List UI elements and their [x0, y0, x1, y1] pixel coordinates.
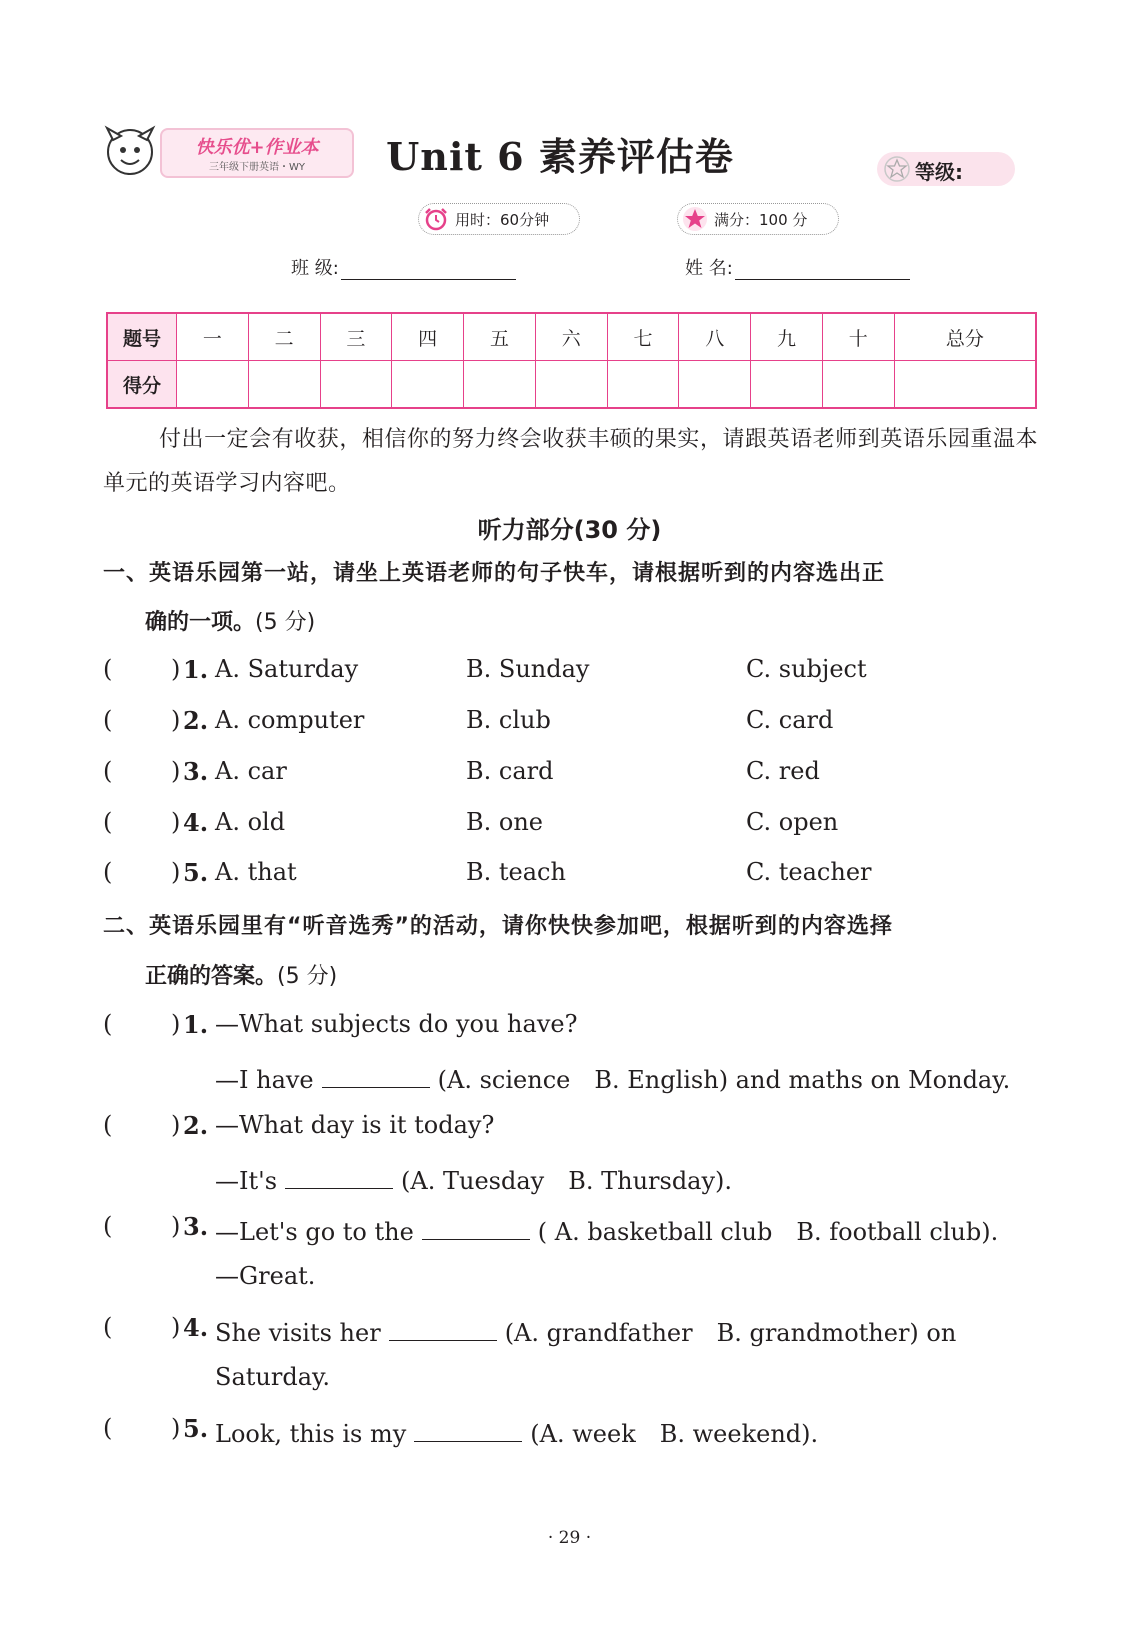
- option-a: A. Saturday: [215, 655, 359, 683]
- option-c: C. teacher: [746, 858, 872, 886]
- part2-points: (5 分): [277, 964, 338, 989]
- part1-item-5: [103, 858, 1038, 892]
- item-number: 3.: [183, 1212, 209, 1241]
- answer-options: (A. Tuesday B. Thursday).: [401, 1167, 733, 1195]
- col-6: 六: [535, 313, 607, 361]
- paren-left: (: [103, 655, 113, 683]
- item-number: 5.: [183, 1414, 209, 1443]
- paren-left: (: [103, 1010, 113, 1038]
- class-field[interactable]: [291, 254, 516, 280]
- score-cell[interactable]: [894, 361, 1036, 409]
- brand-sub-text: 三年级下册英语・WY: [209, 162, 305, 173]
- item-number: 1.: [183, 655, 209, 684]
- col-3: 三: [320, 313, 392, 361]
- part2-item-2-answer-line: [215, 1161, 732, 1196]
- paren-right: ): [171, 757, 181, 785]
- option-a: A. old: [215, 808, 286, 836]
- part2-heading2-text: 正确的答案。: [145, 964, 278, 989]
- question-number-row: [107, 313, 1036, 361]
- col-total: 总分: [894, 313, 1036, 361]
- answer-options: ( A. basketball club B. football club).: [537, 1218, 999, 1246]
- paren-left: (: [103, 1414, 113, 1442]
- item-number: 4.: [183, 1313, 209, 1342]
- grade-label: 等级:: [915, 160, 963, 184]
- part1-item-4: [103, 808, 1038, 842]
- score-cell[interactable]: [392, 361, 464, 409]
- paren-right: ): [171, 655, 181, 683]
- score-cell[interactable]: [320, 361, 392, 409]
- question-line: [215, 1313, 956, 1348]
- brand-main-text: 快乐优+作业本: [195, 137, 319, 158]
- part2-item-4-continuation: Saturday.: [215, 1363, 330, 1391]
- answer-options: (A. week B. weekend).: [530, 1420, 819, 1448]
- question-line: [215, 1414, 818, 1449]
- option-c: C. open: [746, 808, 839, 836]
- answer-blank[interactable]: [389, 1316, 497, 1341]
- part2-heading: 二、英语乐园里有“听音选秀”的活动，请你快快参加吧，根据听到的内容选择: [103, 914, 893, 939]
- score-cell[interactable]: [535, 361, 607, 409]
- part2-item-3-response: —Great.: [215, 1262, 316, 1290]
- paren-right: ): [171, 1111, 181, 1139]
- paren-right: ): [171, 1212, 181, 1240]
- question-prefix: She visits her: [215, 1319, 381, 1347]
- part2-item-5: [103, 1414, 1038, 1448]
- answer-blank[interactable]: [414, 1417, 522, 1442]
- option-b: B. teach: [466, 858, 566, 886]
- col-10: 十: [822, 313, 894, 361]
- paren-right: ): [171, 1414, 181, 1442]
- class-label: 班 级:: [291, 258, 339, 279]
- option-c: C. subject: [746, 655, 867, 683]
- part2-item-1: [103, 1010, 1038, 1044]
- col-2: 二: [248, 313, 320, 361]
- answer-options: (A. grandfather B. grandmother) on: [504, 1319, 957, 1347]
- part1-points: (5 分): [255, 610, 316, 635]
- option-c: C. card: [746, 706, 834, 734]
- answer-blank[interactable]: [422, 1215, 530, 1240]
- part2-item-3: [103, 1212, 1038, 1246]
- part1-item-2: [103, 706, 1038, 740]
- option-b: B. Sunday: [466, 655, 590, 683]
- item-number: 2.: [183, 1111, 209, 1140]
- part1-item-1: [103, 655, 1038, 689]
- part2-item-2: [103, 1111, 1038, 1145]
- score-cell[interactable]: [751, 361, 823, 409]
- part1-heading2-text: 确的一项。: [145, 610, 256, 635]
- name-field[interactable]: [685, 254, 910, 280]
- answer-prefix: —It's: [215, 1167, 278, 1195]
- col-8: 八: [679, 313, 751, 361]
- question-prefix: —Let's go to the: [215, 1218, 414, 1246]
- paren-right: ): [171, 1313, 181, 1341]
- option-b: B. card: [466, 757, 554, 785]
- part1-heading: 一、英语乐园第一站，请坐上英语老师的句子快车，请根据听到的内容选出正: [103, 561, 886, 586]
- alarm-clock-icon: [423, 206, 449, 232]
- option-a: A. car: [215, 757, 287, 785]
- col-9: 九: [751, 313, 823, 361]
- time-badge: [418, 203, 580, 235]
- score-cell[interactable]: [822, 361, 894, 409]
- paren-left: (: [103, 757, 113, 785]
- paren-left: (: [103, 858, 113, 886]
- score-label: 满分：100 分: [714, 211, 808, 229]
- paren-right: ): [171, 706, 181, 734]
- item-number: 4.: [183, 808, 209, 837]
- answer-prefix: —I have: [215, 1066, 314, 1094]
- score-cell[interactable]: [607, 361, 679, 409]
- col-5: 五: [464, 313, 536, 361]
- answer-options: (A. science B. English) and maths on Monday.: [437, 1066, 1011, 1094]
- intro-paragraph: 付出一定会有收获，相信你的努力终会收获丰硕的果实，请跟英语老师到英语乐园重温本单元的英语学习内容吧。: [103, 427, 1038, 496]
- paren-right: ): [171, 1010, 181, 1038]
- answer-blank[interactable]: [285, 1164, 393, 1189]
- paren-left: (: [103, 706, 113, 734]
- col-1: 一: [177, 313, 249, 361]
- full-score-badge: [677, 203, 839, 235]
- name-label: 姓 名:: [685, 258, 733, 279]
- question-number-header: 题号: [107, 313, 177, 361]
- item-number: 2.: [183, 706, 209, 735]
- paren-left: (: [103, 1313, 113, 1341]
- part1-item-3: [103, 757, 1038, 791]
- item-number: 1.: [183, 1010, 209, 1039]
- item-number: 5.: [183, 858, 209, 887]
- part1-heading-line2: [145, 605, 315, 636]
- page-title: Unit 6 素养评估卷: [386, 134, 734, 179]
- part2-item-4: [103, 1313, 1038, 1347]
- question-prefix: Look, this is my: [215, 1420, 407, 1448]
- score-cell[interactable]: [464, 361, 536, 409]
- option-c: C. red: [746, 757, 820, 785]
- score-header: 得分: [107, 361, 177, 409]
- col-7: 七: [607, 313, 679, 361]
- paren-left: (: [103, 808, 113, 836]
- part2-heading-line2: [145, 959, 337, 990]
- time-label: 用时：60分钟: [455, 211, 550, 229]
- item-number: 3.: [183, 757, 209, 786]
- option-a: A. that: [215, 858, 297, 886]
- brand-logo: [103, 124, 353, 184]
- option-b: B. club: [466, 706, 551, 734]
- class-blank[interactable]: [341, 261, 516, 280]
- paren-left: (: [103, 1111, 113, 1139]
- score-cell[interactable]: [679, 361, 751, 409]
- option-a: A. computer: [215, 706, 365, 734]
- answer-blank[interactable]: [322, 1063, 430, 1088]
- name-blank[interactable]: [735, 261, 910, 280]
- brand-box: [160, 128, 354, 178]
- score-row: [107, 361, 1036, 409]
- part2-item-1-answer-line: [215, 1060, 1010, 1095]
- mascot-icon: [103, 124, 157, 180]
- star-outline-icon: [883, 155, 911, 183]
- section-title: 听力部分(30 分): [477, 516, 662, 544]
- star-icon: [682, 206, 708, 232]
- col-4: 四: [392, 313, 464, 361]
- paren-right: ): [171, 858, 181, 886]
- score-table: [106, 312, 1037, 409]
- grade-box: [877, 152, 1015, 186]
- score-cell[interactable]: [177, 361, 249, 409]
- score-cell[interactable]: [248, 361, 320, 409]
- question-text: —What day is it today?: [215, 1111, 495, 1139]
- page-number: · 29 ·: [547, 1528, 592, 1548]
- question-line: [215, 1212, 998, 1247]
- option-b: B. one: [466, 808, 544, 836]
- paren-left: (: [103, 1212, 113, 1240]
- paren-right: ): [171, 808, 181, 836]
- question-text: —What subjects do you have?: [215, 1010, 578, 1038]
